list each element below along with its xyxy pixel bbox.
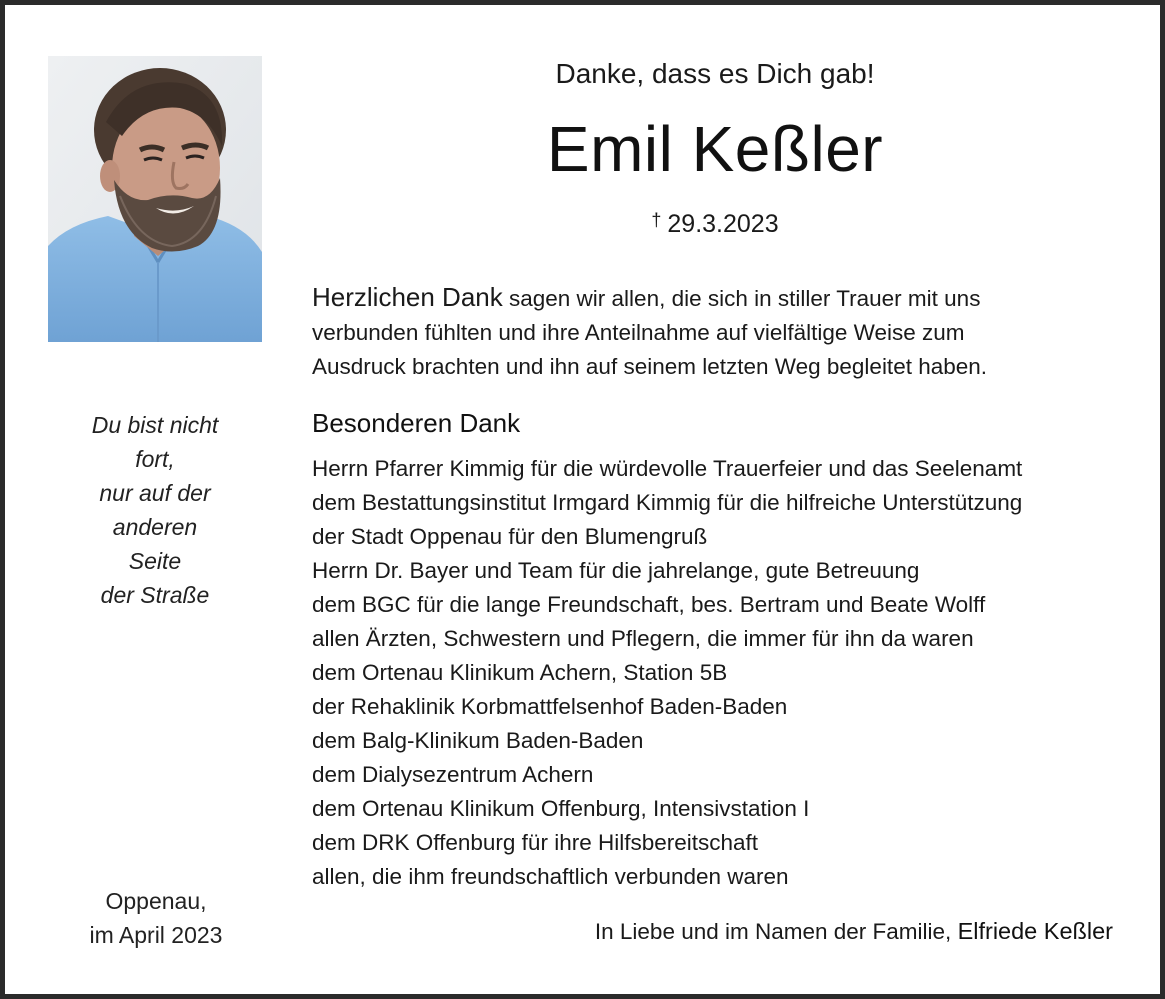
- list-item: dem BGC für die lange Freundschaft, bes. Bertram und Beate Wolff: [312, 592, 986, 617]
- list-item: der Stadt Oppenau für den Blumengruß: [312, 524, 708, 549]
- thanks-line: verbunden fühlten und ihre Anteilnahme auf vielfältige Weise zum: [312, 320, 965, 345]
- cross-icon: †: [651, 210, 662, 230]
- list-item: allen Ärzten, Schwestern und Pflegern, die immer für ihn da waren: [312, 626, 974, 651]
- date: im April 2023: [89, 922, 223, 948]
- memorial-verse: [60, 408, 250, 612]
- verse-line: fort,: [135, 446, 175, 472]
- family-signature: [595, 918, 1113, 945]
- thanks-lead: Herzlichen Dank: [312, 282, 503, 312]
- place: Oppenau,: [105, 888, 207, 914]
- place-and-date: [56, 884, 256, 952]
- verse-line: Seite: [128, 548, 182, 574]
- signature-text: In Liebe und im Namen der Familie,: [594, 919, 958, 944]
- list-item: dem Dialysezentrum Achern: [312, 762, 594, 787]
- list-item: allen, die ihm freundschaftlich verbunden waren: [312, 864, 789, 889]
- deceased-name: Emil Keßler: [546, 113, 884, 185]
- thanks-line: [312, 280, 1112, 316]
- thanks-paragraph: [312, 280, 1112, 384]
- intro-line: Danke, dass es Dich gab!: [555, 58, 875, 89]
- list-item: dem DRK Offenburg für ihre Hilfsbereitschaft: [312, 830, 759, 855]
- list-item: Herrn Pfarrer Kimmig für die würdevolle Trauerfeier und das Seelenamt: [312, 456, 1023, 481]
- verse-line: nur auf der: [99, 480, 211, 506]
- list-item: dem Balg-Klinikum Baden-Baden: [312, 728, 644, 753]
- list-item: dem Ortenau Klinikum Offenburg, Intensivstation I: [312, 796, 810, 821]
- special-thanks-list: [312, 452, 1132, 894]
- list-item: Herrn Dr. Bayer und Team für die jahrelange, gute Betreuung: [312, 558, 920, 583]
- death-date-value: 29.3.2023: [667, 210, 779, 238]
- verse-line: anderen: [112, 514, 198, 540]
- thanks-line: Ausdruck brachten und ihn auf seinem letzten Weg begleitet haben.: [312, 354, 988, 379]
- list-item: dem Bestattungsinstitut Irmgard Kimmig für die hilfreiche Unterstützung: [312, 490, 1023, 515]
- list-item: der Rehaklinik Korbmattfelsenhof Baden-Baden: [312, 694, 788, 719]
- verse-line: Du bist nicht: [91, 412, 219, 438]
- list-item: dem Ortenau Klinikum Achern, Station 5B: [312, 660, 728, 685]
- verse-line: der Straße: [100, 582, 210, 608]
- portrait-photo: [48, 56, 262, 342]
- signer-name: Elfriede Keßler: [957, 918, 1113, 944]
- special-thanks-heading: Besonderen Dank: [312, 408, 521, 438]
- thanks-line-rest: sagen wir allen, die sich in stiller Trauer mit uns: [502, 286, 981, 311]
- death-date: [520, 210, 910, 239]
